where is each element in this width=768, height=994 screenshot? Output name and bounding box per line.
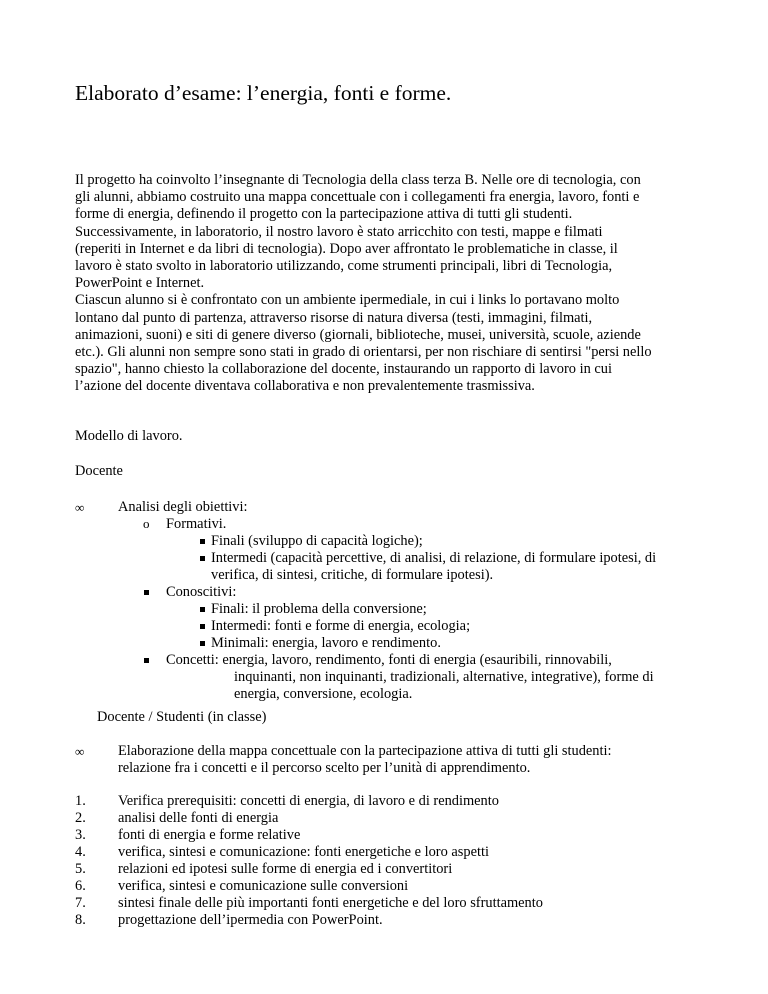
step-text: sintesi finale delle più importanti fonti energetiche e del loro sfruttamento	[118, 895, 543, 911]
intro-paragraph	[75, 172, 715, 396]
step-text: progettazione dell’ipermedia con PowerPoint.	[118, 912, 383, 928]
list-item	[75, 827, 301, 844]
intro-line: forme di energia, definendo il progetto con la partecipazione attiva di tutti gli studenti.	[75, 206, 573, 223]
intro-line: PowerPoint e Internet.	[75, 275, 205, 292]
intermedi-conoscitivi: Intermedi: fonti e forme di energia, ecologia;	[211, 618, 471, 634]
intermedi-formativi-1: Intermedi (capacità percettive, di analisi, di relazione, di formulare ipotesi, di	[211, 550, 657, 566]
step-text: verifica, sintesi e comunicazione: fonti energetiche e loro aspetti	[118, 844, 489, 860]
list-item	[75, 844, 489, 861]
intro-line: l’azione del docente diventava collaborativa e non prevalentemente trasmissiva.	[75, 378, 535, 395]
step-text: fonti di energia e forme relative	[118, 827, 301, 843]
step-text: analisi delle fonti di energia	[118, 810, 279, 826]
intro-line: lavoro è stato svolto in laboratorio utilizzando, come strumenti principali, libri di Tecnologia,	[75, 258, 613, 275]
concetti-line-1: Concetti: energia, lavoro, rendimento, fonti di energia (esauribili, rinnovabili,	[166, 652, 612, 668]
intro-line: animazioni, suoni) e siti di genere diverso (giornali, biblioteche, musei, università, scuole, aziende	[75, 326, 641, 343]
square-bullet-icon	[200, 539, 205, 544]
infinity-bullet-icon: ∞	[75, 500, 85, 515]
concetti-line-3: energia, conversione, ecologia.	[234, 686, 413, 702]
list-item	[75, 895, 543, 912]
section-heading-docente: Docente	[75, 463, 123, 479]
intro-line: (reperiti in Internet e da libri di tecnologia). Dopo aver affrontato le problematiche in classe, il	[75, 240, 618, 257]
list-item	[75, 878, 409, 895]
conoscitivi-label: Conoscitivi:	[166, 584, 237, 600]
step-number: 7.	[75, 895, 86, 911]
step-number: 1.	[75, 793, 86, 809]
intro-line: Successivamente, in laboratorio, il nostro lavoro è stato arricchito con testi, mappe e filmati	[75, 223, 603, 240]
intro-line: spazio", hanno chiesto la collaborazione del docente, instaurando un rapporto di lavoro in cui	[75, 361, 612, 378]
step-text: verifica, sintesi e comunicazione sulle conversioni	[118, 878, 409, 894]
intro-line: Ciascun alunno si è confrontato con un ambiente ipermediale, in cui i links lo portavano molto	[75, 292, 620, 309]
step-number: 2.	[75, 810, 86, 826]
intermedi-formativi-2: verifica, di sintesi, critiche, di formulare ipotesi).	[211, 567, 494, 583]
concetti-line-2: inquinanti, non inquinanti, tradizionali, alternative, integrative), forme di	[234, 669, 654, 685]
intro-line: gli alunni, abbiamo costruito una mappa concettuale con i collegamenti fra energia, lavoro, fonti e	[75, 189, 640, 206]
formativi-label: Formativi.	[166, 516, 227, 532]
square-bullet-icon	[144, 658, 149, 663]
infinity-bullet-icon: ∞	[75, 744, 85, 759]
finali-conoscitivi: Finali: il problema della conversione;	[211, 601, 427, 617]
finali-formativi: Finali (sviluppo di capacità logiche);	[211, 533, 423, 549]
list-item	[75, 793, 499, 810]
analisi-label: Analisi degli obiettivi:	[118, 499, 248, 515]
list-item	[75, 861, 453, 878]
square-bullet-icon	[144, 590, 149, 595]
elaborazione-line-1: Elaborazione della mappa concettuale con la partecipazione attiva di tutti gli studenti:	[118, 743, 612, 759]
square-bullet-icon	[200, 556, 205, 561]
step-number: 5.	[75, 861, 86, 877]
list-item	[75, 912, 383, 929]
step-number: 3.	[75, 827, 86, 843]
intro-line: etc.). Gli alunni non sempre sono stati in grado di orientarsi, per non rischiare di sentirsi "persi nello	[75, 344, 652, 361]
elaborazione-line-2: relazione fra i concetti e il percorso scelto per l’unità di apprendimento.	[118, 760, 531, 776]
square-bullet-icon	[200, 641, 205, 646]
step-number: 4.	[75, 844, 86, 860]
square-bullet-icon	[200, 624, 205, 629]
section-heading-docente-studenti: Docente / Studenti (in classe)	[97, 709, 267, 725]
minimali-conoscitivi: Minimali: energia, lavoro e rendimento.	[211, 635, 441, 651]
section-heading-modello: Modello di lavoro.	[75, 428, 183, 444]
step-number: 6.	[75, 878, 86, 894]
list-item	[75, 810, 279, 827]
step-text: Verifica prerequisiti: concetti di energia, di lavoro e di rendimento	[118, 793, 499, 809]
intro-line: lontano dal punto di partenza, attraverso risorse di natura diversa (testi, immagini, filmati,	[75, 309, 593, 326]
square-bullet-icon	[200, 607, 205, 612]
circle-bullet-icon: o	[143, 516, 150, 531]
step-text: relazioni ed ipotesi sulle forme di energia ed i convertitori	[118, 861, 453, 877]
intro-line: Il progetto ha coinvolto l’insegnante di Tecnologia della class terza B. Nelle ore di tecnologia, con	[75, 172, 641, 188]
step-number: 8.	[75, 912, 86, 928]
document-title: Elaborato d’esame: l’energia, fonti e forme.	[75, 81, 452, 105]
